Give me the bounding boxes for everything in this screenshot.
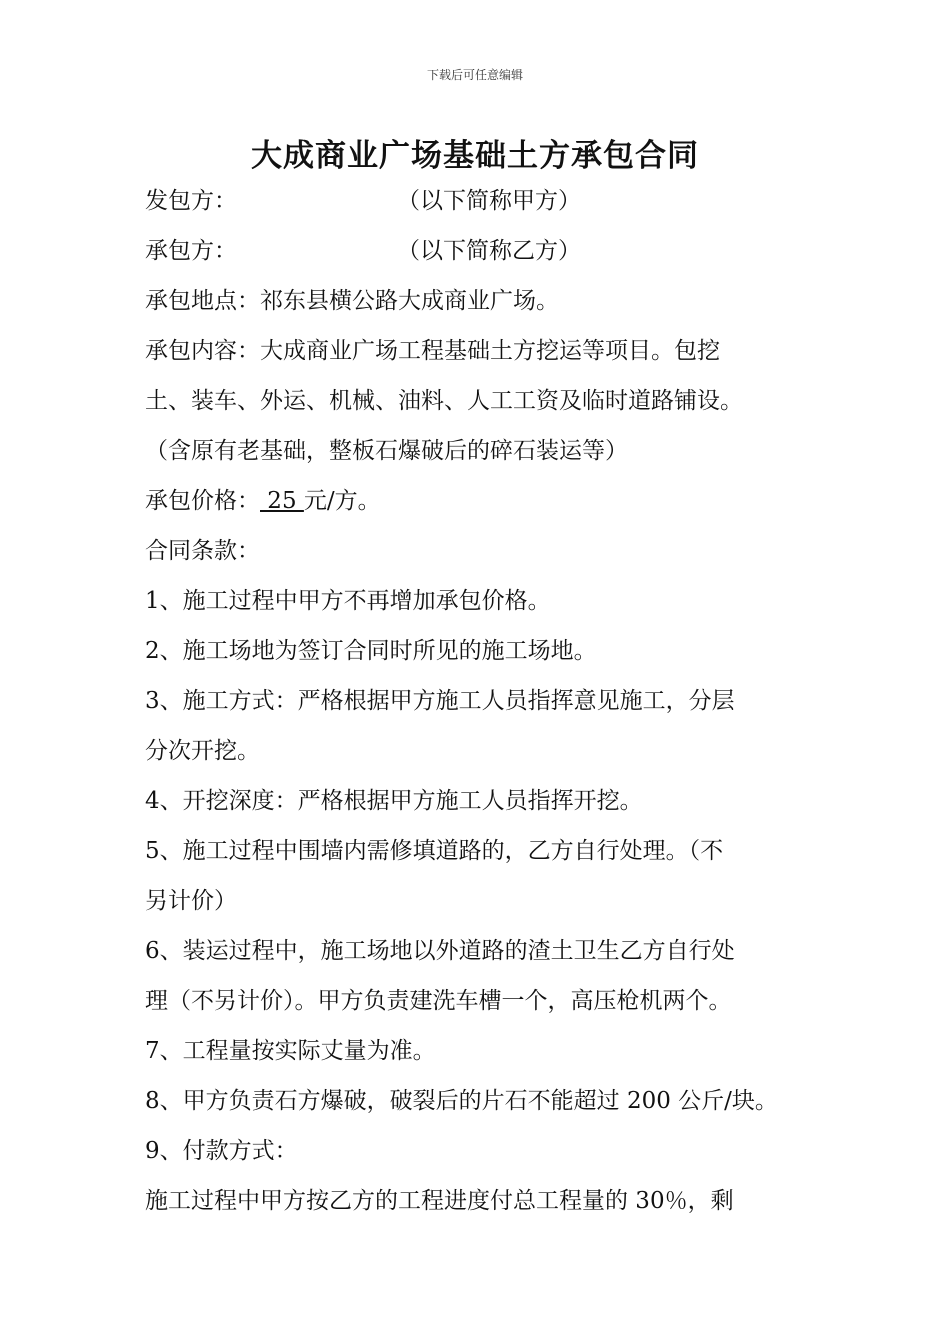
term-line: 9、付款方式： [145, 1138, 298, 1164]
price-unit: 元/方。 [303, 488, 381, 514]
term-line: 理（不另计价）。甲方负责建洗车槽一个，高压枪机两个。 [145, 988, 732, 1014]
terms-heading: 合同条款： [145, 538, 260, 564]
content-line: 承包内容：大成商业广场工程基础土方挖运等项目。包挖 [145, 338, 720, 364]
party-b-line [145, 226, 815, 276]
term-line: 施工过程中甲方按乙方的工程进度付总工程量的 30％，剩 [145, 1188, 734, 1214]
header-note: 下载后可任意编辑 [426, 68, 523, 82]
price-label: 承包价格： [145, 488, 260, 514]
term-line: 分次开挖。 [145, 738, 260, 764]
price-value: 25 [260, 488, 304, 514]
location-line: 承包地点：祁东县横公路大成商业广场。 [145, 288, 559, 314]
party-b-label: 承包方： [145, 238, 237, 264]
term-line: 6、装运过程中，施工场地以外道路的渣土卫生乙方自行处 [145, 938, 735, 964]
party-b-note: （以下简称乙方） [397, 238, 581, 264]
term-line: 3、施工方式：严格根据甲方施工人员指挥意见施工，分层 [145, 688, 735, 714]
contract-body [145, 176, 815, 1226]
term-line: 1、施工过程中甲方不再增加承包价格。 [145, 588, 551, 614]
document-title: 大成商业广场基础土方承包合同 [251, 138, 699, 174]
price-line [145, 476, 815, 526]
term-line: 2、施工场地为签订合同时所见的施工场地。 [145, 638, 597, 664]
party-a-label: 发包方： [145, 188, 237, 214]
content-line: 土、装车、外运、机械、油料、人工工资及临时道路铺设。 [145, 388, 743, 414]
party-a-note: （以下简称甲方） [397, 188, 581, 214]
term-line: 另计价） [145, 888, 237, 914]
term-line: 4、开挖深度：严格根据甲方施工人员指挥开挖。 [145, 788, 643, 814]
term-line: 8、甲方负责石方爆破，破裂后的片石不能超过 200 公斤/块。 [145, 1088, 778, 1114]
party-a-line [145, 176, 815, 226]
term-line: 7、工程量按实际丈量为准。 [145, 1038, 436, 1064]
term-line: 5、施工过程中围墙内需修填道路的，乙方自行处理。（不 [145, 838, 724, 864]
content-line: （含原有老基础，整板石爆破后的碎石装运等） [145, 438, 628, 464]
